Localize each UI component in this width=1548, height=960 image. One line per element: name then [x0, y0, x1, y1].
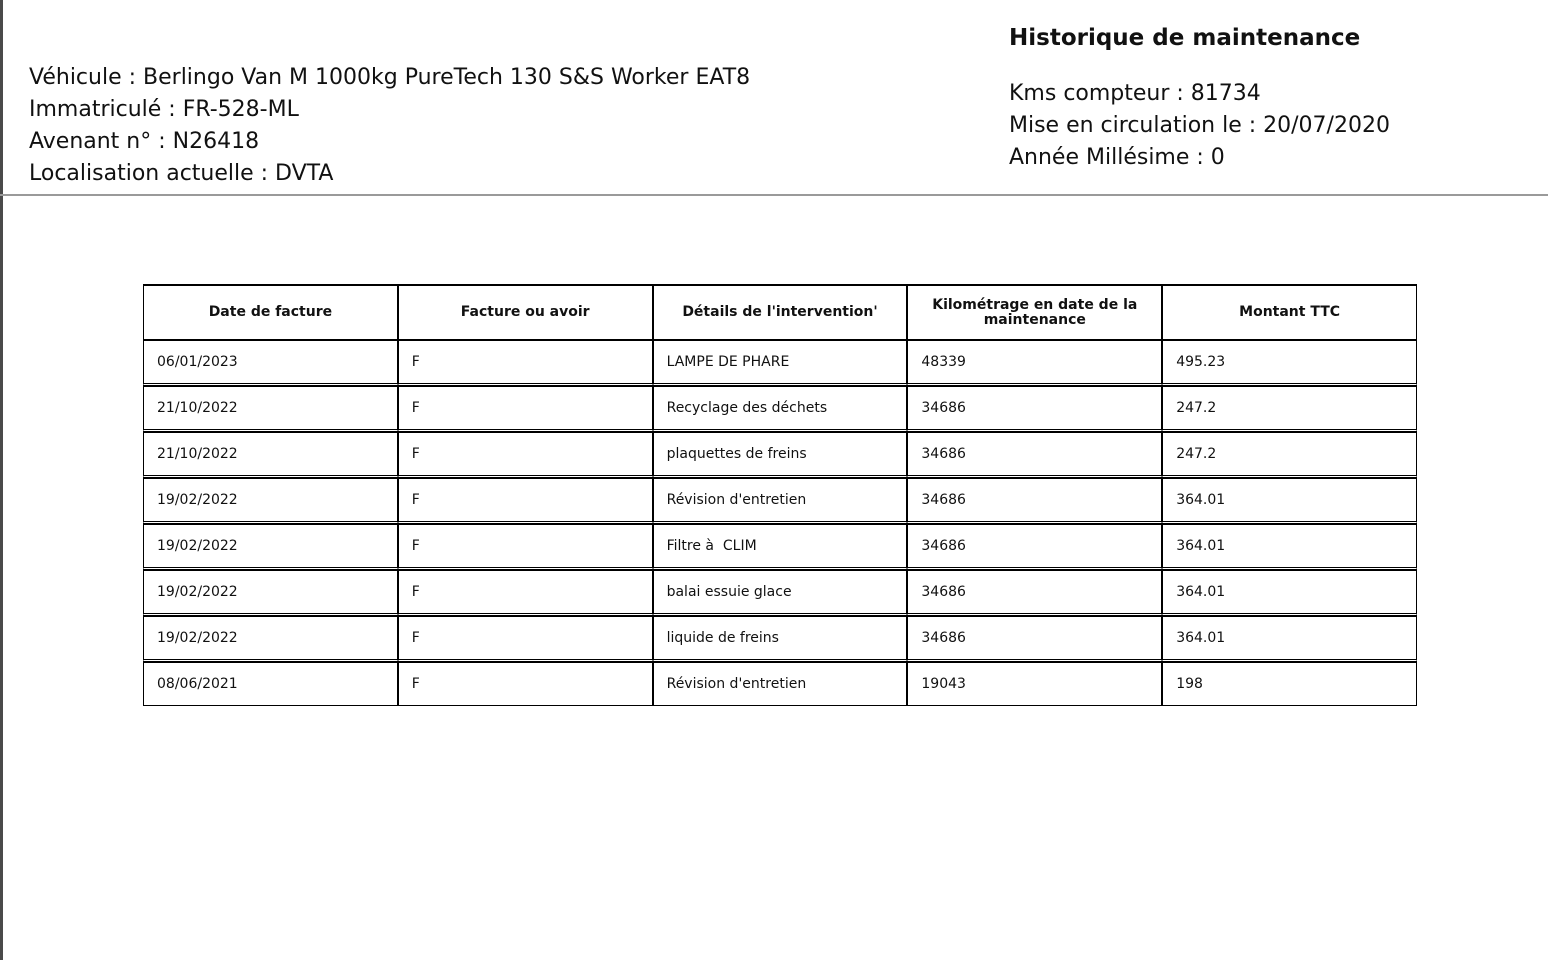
header-divider [0, 194, 1548, 196]
cell-date: 19/02/2022 [143, 570, 398, 616]
cell-date: 19/02/2022 [143, 616, 398, 662]
cell-type: F [398, 570, 653, 616]
cell-amount: 364.01 [1162, 478, 1417, 524]
column-header-mileage: Kilométrage en date de la maintenance [907, 284, 1162, 340]
table-row [143, 340, 1417, 386]
cell-type: F [398, 432, 653, 478]
registration-date: Mise en circulation le : 20/07/2020 [1009, 113, 1390, 138]
cell-amount: 247.2 [1162, 432, 1417, 478]
cell-date: 19/02/2022 [143, 478, 398, 524]
odometer: Kms compteur : 81734 [1009, 81, 1261, 106]
cell-amount: 247.2 [1162, 386, 1417, 432]
column-header-amount: Montant TTC [1162, 284, 1417, 340]
cell-type: F [398, 524, 653, 570]
cell-type: F [398, 340, 653, 386]
cell-date: 06/01/2023 [143, 340, 398, 386]
vehicle-info [29, 62, 750, 190]
cell-mileage: 34686 [907, 432, 1162, 478]
cell-details: LAMPE DE PHARE [653, 340, 908, 386]
table-row [143, 570, 1417, 616]
table-row [143, 616, 1417, 662]
vehicle-amendment: Avenant n° : N26418 [29, 129, 260, 154]
cell-details: Recyclage des déchets [653, 386, 908, 432]
cell-mileage: 34686 [907, 616, 1162, 662]
cell-mileage: 34686 [907, 386, 1162, 432]
cell-amount: 198 [1162, 662, 1417, 706]
maintenance-table [143, 284, 1417, 706]
cell-type: F [398, 662, 653, 706]
cell-date: 21/10/2022 [143, 432, 398, 478]
maintenance-table-container [143, 284, 1417, 706]
cell-type: F [398, 386, 653, 432]
left-border [0, 0, 3, 960]
vehicle-plate: Immatriculé : FR-528-ML [29, 97, 299, 122]
document-header [1009, 22, 1390, 174]
column-header-type: Facture ou avoir [398, 284, 653, 340]
cell-details: plaquettes de freins [653, 432, 908, 478]
cell-details: balai essuie glace [653, 570, 908, 616]
vehicle-location: Localisation actuelle : DVTA [29, 161, 334, 186]
cell-mileage: 19043 [907, 662, 1162, 706]
cell-details: Filtre à CLIM [653, 524, 908, 570]
cell-details: Révision d'entretien [653, 662, 908, 706]
cell-details: liquide de freins [653, 616, 908, 662]
cell-amount: 364.01 [1162, 570, 1417, 616]
table-row [143, 386, 1417, 432]
cell-date: 19/02/2022 [143, 524, 398, 570]
table-row [143, 662, 1417, 706]
cell-mileage: 48339 [907, 340, 1162, 386]
cell-date: 08/06/2021 [143, 662, 398, 706]
table-row [143, 432, 1417, 478]
cell-amount: 495.23 [1162, 340, 1417, 386]
cell-date: 21/10/2022 [143, 386, 398, 432]
table-row [143, 478, 1417, 524]
vehicle-model: Véhicule : Berlingo Van M 1000kg PureTech 130 S&S Worker EAT8 [29, 65, 751, 90]
cell-amount: 364.01 [1162, 524, 1417, 570]
column-header-date: Date de facture [143, 284, 398, 340]
cell-type: F [398, 478, 653, 524]
column-header-details: Détails de l'intervention' [653, 284, 908, 340]
cell-amount: 364.01 [1162, 616, 1417, 662]
table-header-row [143, 284, 1417, 340]
model-year: Année Millésime : 0 [1009, 145, 1225, 170]
table-row [143, 524, 1417, 570]
page-title: Historique de maintenance [1009, 25, 1361, 51]
cell-details: Révision d'entretien [653, 478, 908, 524]
document-meta [1009, 78, 1390, 174]
cell-mileage: 34686 [907, 524, 1162, 570]
cell-mileage: 34686 [907, 570, 1162, 616]
cell-type: F [398, 616, 653, 662]
cell-mileage: 34686 [907, 478, 1162, 524]
